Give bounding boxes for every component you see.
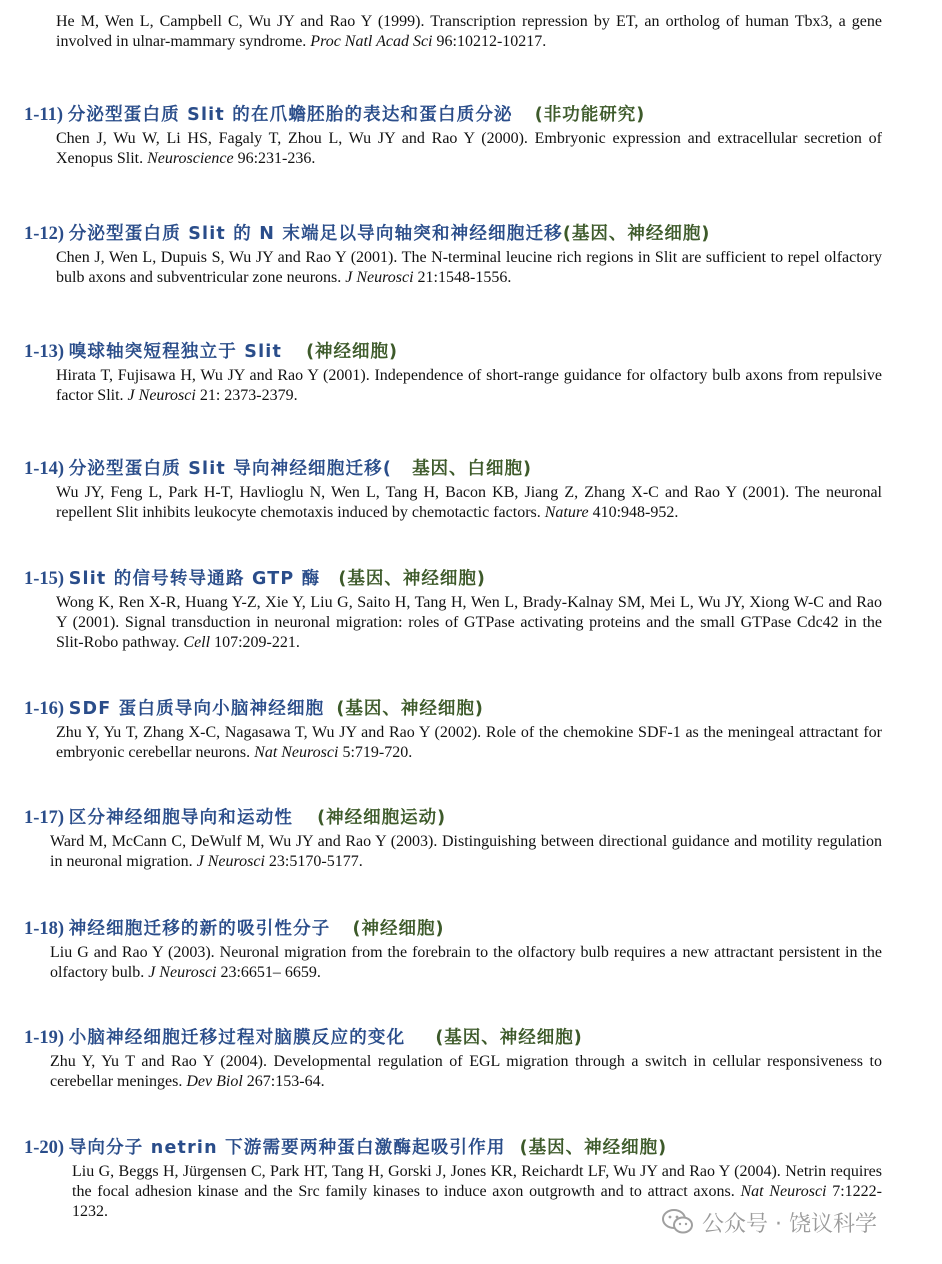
reference-text: Liu G and Rao Y (2003). Neuronal migration from the forebrain to the olfactory bulb requires a new attractant persistent in the olfactory bulb. (50, 944, 882, 981)
entry-title: 神经细胞迁移的新的吸引性分子 (68, 919, 331, 939)
reference-text: Wu JY, Feng L, Park H-T, Havlioglu N, Wen L, Tang H, Bacon KB, Jiang Z, Zhang X-C and Rao Y (2001). The neuronal repellent Slit inhibits leukocyte chemotaxis induced by chemotactic factors. (56, 484, 882, 521)
entry-heading (24, 567, 486, 591)
entry-tag: (基因、神经细胞) (562, 224, 711, 244)
citation: 23:6651– 6659. (216, 964, 321, 981)
entry-tag: (基因、神经细胞) (519, 1138, 668, 1158)
citation: 5:719-720. (338, 744, 413, 761)
journal-name: J Neurosci (196, 853, 265, 870)
entry-tag: (基因、神经细胞) (336, 699, 484, 719)
entry-heading (24, 340, 398, 364)
entry-tag: (基因、神经细胞) (338, 569, 486, 589)
journal-name: Nat Neurosci (740, 1183, 827, 1200)
entry-heading (24, 1136, 667, 1160)
entry-heading (24, 457, 532, 481)
journal-name: Dev Biol (186, 1073, 243, 1090)
citation: 96:10212-10217. (432, 33, 547, 50)
entry-heading (24, 697, 484, 721)
reference-text: Zhu Y, Yu T, Zhang X-C, Nagasawa T, Wu JY and Rao Y (2002). Role of the chemokine SDF-1 as the meningeal attractant for embryonic cerebellar neurons. (56, 724, 882, 761)
entry-heading (24, 103, 645, 127)
wechat-icon (662, 1208, 694, 1236)
citation: 7:1222-1232. (72, 1183, 883, 1220)
entry-tag: 基因、白细胞) (412, 459, 533, 479)
entry-title: 嗅球轴突短程独立于 Slit (68, 342, 283, 362)
journal-name: J Neurosci (148, 964, 217, 981)
reference-text: Ward M, McCann C, DeWulf M, Wu JY and Rao Y (2003). Distinguishing between directional guidance and motility regulation in neuronal migration. (50, 833, 882, 870)
entry-title: 导向分子 netrin 下游需要两种蛋白激酶起吸引作用 (68, 1138, 506, 1158)
entry-title: 分泌型蛋白质 Slit 的 N 末端足以导向轴突和神经细胞迁移 (68, 224, 563, 244)
journal-name: J Neurosci (345, 269, 414, 286)
watermark (662, 1206, 877, 1238)
entry-tag: (神经细胞运动) (317, 808, 447, 828)
entry-title: Slit 的信号转导通路 GTP 酶 (68, 569, 321, 589)
entry-heading (24, 917, 445, 941)
entry-number: 1-13) (24, 342, 65, 362)
entry-reference (50, 1052, 882, 1092)
journal-name: Nat Neurosci (254, 744, 339, 761)
entry-number: 1-15) (24, 569, 65, 589)
reference-text: Zhu Y, Yu T and Rao Y (2004). Developmental regulation of EGL migration through a switch in cellular responsiveness to cerebellar meninges. (50, 1053, 882, 1090)
watermark-text: 公众号 · 饶议科学 (702, 1211, 877, 1237)
entry-reference (50, 832, 882, 872)
entry-heading (24, 806, 446, 830)
entry-title: 分泌型蛋白质 Slit 导向神经细胞迁移( (68, 459, 393, 479)
entry-tag: (神经细胞) (352, 919, 445, 939)
top-reference (56, 12, 882, 52)
entry-heading (24, 222, 710, 246)
entry-reference (56, 129, 882, 169)
journal-name: Nature (544, 504, 589, 521)
entry-tag: (神经细胞) (306, 342, 399, 362)
reference-text: Hirata T, Fujisawa H, Wu JY and Rao Y (2001). Independence of short-range guidance for olfactory bulb axons from repulsive factor Slit. (56, 367, 882, 404)
entry-reference (50, 943, 882, 983)
entry-number: 1-12) (24, 224, 65, 244)
citation: 267:153-64. (242, 1073, 325, 1090)
citation: 107:209-221. (210, 634, 300, 651)
reference-text: Chen J, Wu W, Li HS, Fagaly T, Zhou L, Wu JY and Rao Y (2000). Embryonic expression and extracellular secretion of Xenopus Slit. (56, 130, 882, 167)
citation: 21:1548-1556. (413, 269, 512, 286)
entry-number: 1-17) (24, 808, 65, 828)
citation: 410:948-952. (588, 504, 679, 521)
entry-number: 1-16) (24, 699, 65, 719)
entry-title: 分泌型蛋白质 Slit 的在爪蟾胚胎的表达和蛋白质分泌 (67, 105, 513, 125)
reference-text: Chen J, Wen L, Dupuis S, Wu JY and Rao Y (2001). The N-terminal leucine rich regions in Slit are sufficient to repel olfactory bulb axons and subventricular zone neurons. (56, 249, 882, 286)
entry-number: 1-20) (24, 1138, 65, 1158)
citation: 23:5170-5177. (264, 853, 363, 870)
citation: 21: 2373-2379. (195, 387, 298, 404)
entry-reference (56, 593, 882, 653)
entry-number: 1-11) (24, 105, 64, 125)
reference-text: Liu G, Beggs H, Jürgensen C, Park HT, Tang H, Gorski J, Jones KR, Reichardt LF, Wu JY and Rao Y (2004). Netrin requires the focal adhesion kinase and the Src family kinases to induce axon outgrowth and to attract axons. (72, 1163, 882, 1200)
entry-title: SDF 蛋白质导向小脑神经细胞 (68, 699, 325, 719)
entry-reference (56, 366, 882, 406)
entry-reference (56, 248, 882, 288)
entry-tag: (非功能研究) (534, 105, 646, 125)
journal-name: Neuroscience (147, 150, 234, 167)
entry-number: 1-14) (24, 459, 65, 479)
entry-tag: (基因、神经细胞) (435, 1028, 583, 1048)
journal-name: Cell (183, 634, 211, 651)
reference-text: He M, Wen L, Campbell C, Wu JY and Rao Y (1999). Transcription repression by ET, an ortholog of human Tbx3, a gene involved in ulnar-mammary syndrome. (56, 13, 882, 50)
entry-title: 区分神经细胞导向和运动性 (68, 808, 294, 828)
entry-number: 1-18) (24, 919, 65, 939)
entry-reference (56, 723, 882, 763)
citation: 96:231-236. (233, 150, 316, 167)
journal-name: Proc Natl Acad Sci (310, 33, 433, 50)
entry-title: 小脑神经细胞迁移过程对脑膜反应的变化 (68, 1028, 406, 1048)
journal-name: J Neurosci (127, 387, 196, 404)
entry-number: 1-19) (24, 1028, 65, 1048)
reference-text: Wong K, Ren X-R, Huang Y-Z, Xie Y, Liu G, Saito H, Tang H, Wen L, Brady-Kalnay SM, Mei L, Wu JY, Xiong W-C and Rao Y (2001). Signal transduction in neuronal migration: roles of GTPase activating proteins and the small GTPase Cdc42 in the Slit-Robo pathway. (56, 594, 882, 651)
entry-reference (56, 483, 882, 523)
entry-heading (24, 1026, 583, 1050)
